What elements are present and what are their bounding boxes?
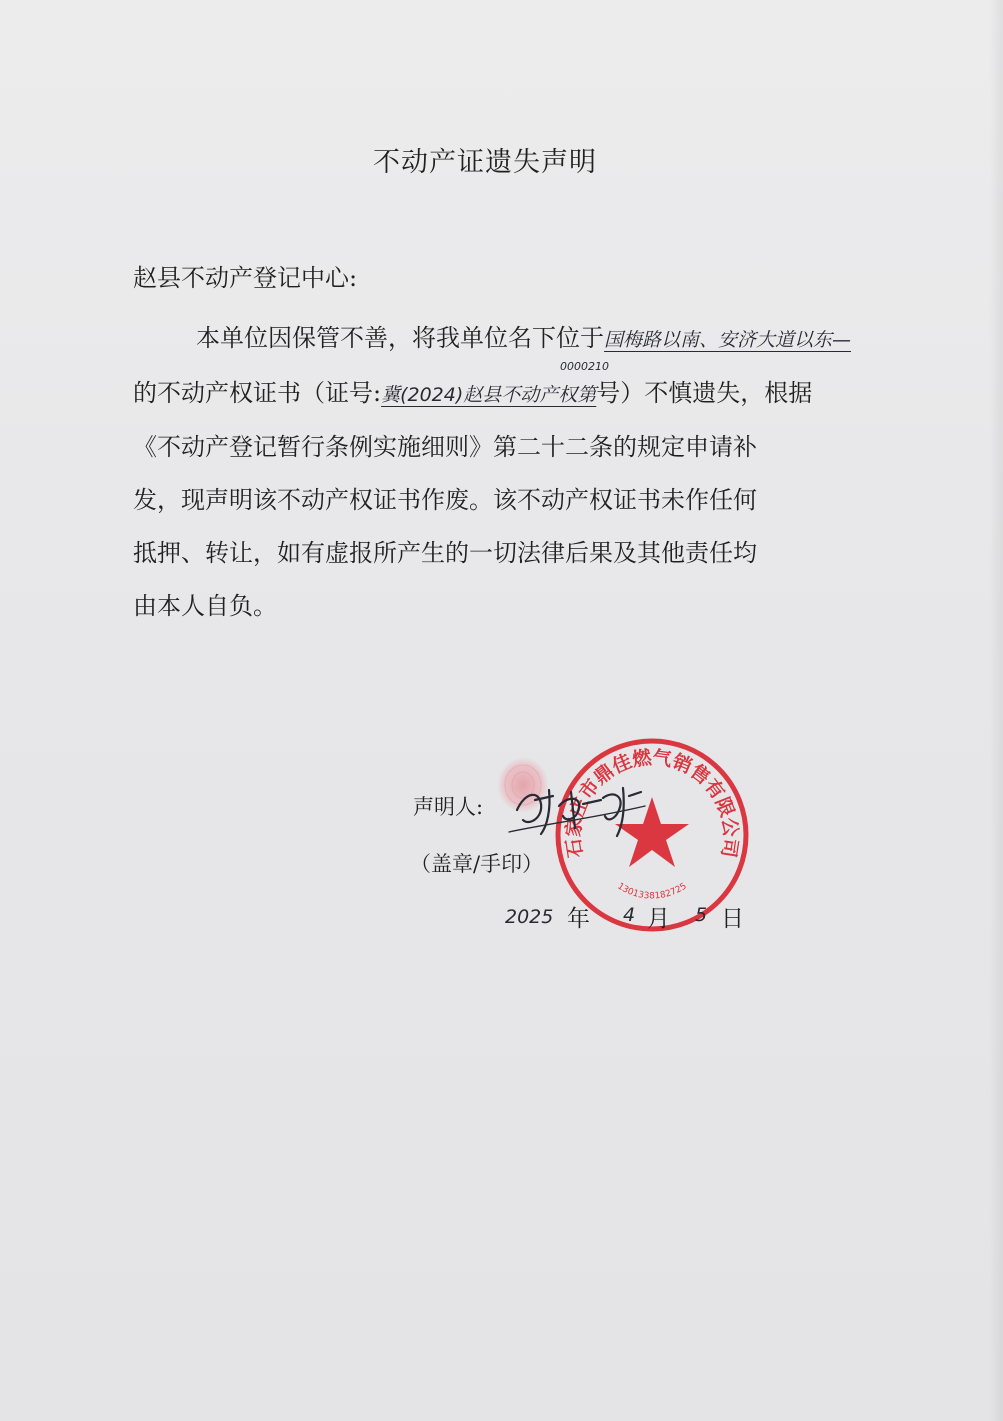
body-line-1 [196, 318, 851, 353]
document-title: 不动产证遗失声明 [373, 147, 597, 178]
seal-company-text: 石家庄市鼎佳燃气销售有限公司 [562, 746, 742, 860]
date-year-label: 年 [567, 906, 590, 932]
body-line-1-text: 本单位因保管不善，将我单位名下位于 [196, 324, 604, 352]
handwritten-signature [505, 770, 655, 850]
handwritten-location: 国梅路以南、安济大道以东 [604, 329, 833, 351]
paper-edge-shadow [989, 0, 1003, 1421]
declarant-label: 声明人: [413, 795, 484, 819]
body-line-4: 发，现声明该不动产权证书作废。该不动产权证书未作任何 [133, 486, 757, 514]
date-year-handwritten: 2025 [505, 906, 554, 928]
handwritten-dash: — [832, 329, 852, 351]
handwritten-cert-number: 冀(2024)赵县不动产权第 [381, 384, 597, 406]
signature-date [505, 900, 765, 936]
date-day-label: 日 [721, 906, 744, 932]
handwritten-cert-serial: 0000210 [560, 360, 609, 373]
date-month-label: 月 [647, 906, 670, 932]
body-line-5: 抵押、转让，如有虚报所产生的一切法律后果及其他责任均 [133, 539, 757, 567]
body-line-2-prefix: 的不动产权证书（证号: [133, 379, 382, 407]
seal-note: （盖章/手印） [410, 852, 544, 876]
seal-number-text: 1301338182725 [615, 881, 689, 902]
date-month-handwritten: 4 [623, 904, 636, 926]
body-line-2-suffix: 号）不慎遗失，根据 [596, 379, 813, 407]
addressee: 赵县不动产登记中心: [133, 264, 358, 292]
body-line-2 [133, 373, 812, 408]
body-line-3: 《不动产登记暂行条例实施细则》第二十二条的规定申请补 [133, 433, 757, 461]
body-line-6: 由本人自负。 [133, 592, 277, 620]
date-day-handwritten: 5 [695, 904, 708, 926]
